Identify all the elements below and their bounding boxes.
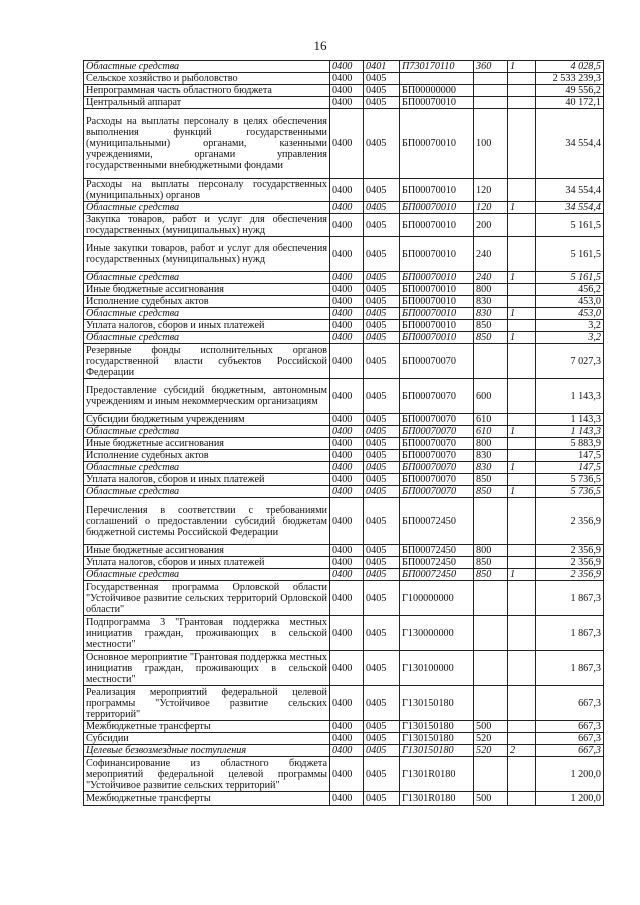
section-code: 0400 (330, 214, 364, 237)
target-item-code (400, 73, 474, 85)
source-code (508, 616, 536, 651)
table-row (84, 320, 604, 332)
subsection-code: 0405 (364, 284, 400, 296)
row-name: Исполнение судебных актов (84, 450, 330, 462)
section-code: 0400 (330, 284, 364, 296)
target-item-code: Г1301R0180 (400, 757, 474, 792)
subsection-code: 0405 (364, 414, 400, 426)
amount-value: 7 027,3 (536, 344, 604, 379)
row-name: Субсидии бюджетным учреждениям (84, 414, 330, 426)
source-code (508, 109, 536, 179)
row-name: Субсидии (84, 733, 330, 745)
row-name: Уплата налогов, сборов и иных платежей (84, 474, 330, 486)
subsection-code: 0405 (364, 721, 400, 733)
section-code: 0400 (330, 414, 364, 426)
target-item-code: БП00070010 (400, 332, 474, 344)
row-name: Закупка товаров, работ и услуг для обеспечения государственных (муниципальных) нужд (84, 214, 330, 237)
amount-value: 2 356,9 (536, 498, 604, 545)
target-item-code: БП00070070 (400, 426, 474, 438)
expense-type-code: 800 (474, 438, 508, 450)
target-item-code: Г1301R0180 (400, 792, 474, 806)
table-row (84, 462, 604, 474)
row-name: Уплата налогов, сборов и иных платежей (84, 557, 330, 569)
table-row (84, 745, 604, 757)
row-name: Областные средства (84, 308, 330, 320)
section-code: 0400 (330, 792, 364, 806)
source-code: 1 (508, 486, 536, 498)
source-code: 1 (508, 332, 536, 344)
section-code: 0400 (330, 545, 364, 557)
subsection-code: 0405 (364, 308, 400, 320)
expense-type-code: 850 (474, 474, 508, 486)
amount-value: 5 161,5 (536, 237, 604, 272)
target-item-code: БП00000000 (400, 85, 474, 97)
expense-type-code: 800 (474, 545, 508, 557)
section-code: 0400 (330, 498, 364, 545)
amount-value: 1 200,0 (536, 757, 604, 792)
section-code: 0400 (330, 73, 364, 85)
subsection-code: 0405 (364, 545, 400, 557)
expense-type-code: 830 (474, 462, 508, 474)
amount-value: 667,3 (536, 745, 604, 757)
subsection-code: 0405 (364, 616, 400, 651)
subsection-code: 0405 (364, 498, 400, 545)
expense-type-code (474, 616, 508, 651)
subsection-code: 0405 (364, 97, 400, 109)
source-code (508, 686, 536, 721)
amount-value: 5 161,5 (536, 214, 604, 237)
expense-type-code: 520 (474, 733, 508, 745)
amount-value: 5 883,9 (536, 438, 604, 450)
table-row (84, 486, 604, 498)
source-code: 1 (508, 426, 536, 438)
amount-value: 2 356,9 (536, 569, 604, 581)
table-row (84, 733, 604, 745)
expense-type-code: 100 (474, 109, 508, 179)
amount-value: 5 736,5 (536, 474, 604, 486)
amount-value: 49 556,2 (536, 85, 604, 97)
row-name: Реализация мероприятий федеральной целевой программы "Устойчивое развитие сельских территорий" (84, 686, 330, 721)
row-name: Подпрограмма 3 "Грантовая поддержка местных инициатив граждан, проживающих в сельской местности" (84, 616, 330, 651)
source-code: 1 (508, 202, 536, 214)
row-name: Областные средства (84, 61, 330, 73)
table-row (84, 450, 604, 462)
table-row (84, 616, 604, 651)
target-item-code: БП00070070 (400, 486, 474, 498)
source-code (508, 557, 536, 569)
expense-type-code: 850 (474, 569, 508, 581)
section-code: 0400 (330, 237, 364, 272)
source-code: 2 (508, 745, 536, 757)
section-code: 0400 (330, 61, 364, 73)
subsection-code: 0401 (364, 61, 400, 73)
amount-value: 1 143,3 (536, 414, 604, 426)
section-code: 0400 (330, 450, 364, 462)
expense-type-code (474, 581, 508, 616)
expense-type-code: 850 (474, 332, 508, 344)
table-row (84, 651, 604, 686)
expense-type-code: 830 (474, 308, 508, 320)
subsection-code: 0405 (364, 202, 400, 214)
subsection-code: 0405 (364, 792, 400, 806)
table-row (84, 792, 604, 806)
row-name: Межбюджетные трансферты (84, 721, 330, 733)
source-code: 1 (508, 462, 536, 474)
expense-type-code: 830 (474, 296, 508, 308)
amount-value: 667,3 (536, 733, 604, 745)
table-row (84, 179, 604, 202)
subsection-code: 0405 (364, 733, 400, 745)
amount-value: 453,0 (536, 308, 604, 320)
subsection-code: 0405 (364, 426, 400, 438)
subsection-code: 0405 (364, 379, 400, 414)
section-code: 0400 (330, 426, 364, 438)
subsection-code: 0405 (364, 557, 400, 569)
expense-type-code (474, 344, 508, 379)
subsection-code: 0405 (364, 686, 400, 721)
target-item-code: БП00070010 (400, 179, 474, 202)
source-code (508, 214, 536, 237)
source-code: 1 (508, 272, 536, 284)
target-item-code: БП00070070 (400, 438, 474, 450)
section-code: 0400 (330, 438, 364, 450)
expense-type-code: 240 (474, 272, 508, 284)
source-code (508, 581, 536, 616)
row-name: Межбюджетные трансферты (84, 792, 330, 806)
amount-value: 147,5 (536, 462, 604, 474)
amount-value: 2 356,9 (536, 545, 604, 557)
target-item-code: БП00070010 (400, 308, 474, 320)
expense-type-code: 600 (474, 379, 508, 414)
section-code: 0400 (330, 557, 364, 569)
amount-value: 1 867,3 (536, 616, 604, 651)
amount-value: 1 143,3 (536, 379, 604, 414)
target-item-code: БП00070010 (400, 320, 474, 332)
subsection-code: 0405 (364, 450, 400, 462)
row-name: Основное мероприятие "Грантовая поддержка местных инициатив граждан, проживающих в сельской местности" (84, 651, 330, 686)
table-row (84, 296, 604, 308)
target-item-code: БП00070010 (400, 296, 474, 308)
target-item-code: БП00072450 (400, 569, 474, 581)
source-code (508, 757, 536, 792)
expense-type-code: 500 (474, 792, 508, 806)
amount-value: 5 736,5 (536, 486, 604, 498)
row-name: Иные бюджетные ассигнования (84, 438, 330, 450)
table-row (84, 581, 604, 616)
section-code: 0400 (330, 581, 364, 616)
subsection-code: 0405 (364, 237, 400, 272)
table-row (84, 97, 604, 109)
row-name: Иные закупки товаров, работ и услуг для обеспечения государственных (муниципальных) нужд (84, 237, 330, 272)
table-row (84, 73, 604, 85)
subsection-code: 0405 (364, 73, 400, 85)
source-code (508, 414, 536, 426)
subsection-code: 0405 (364, 569, 400, 581)
section-code: 0400 (330, 379, 364, 414)
source-code: 1 (508, 61, 536, 73)
expense-type-code: 520 (474, 745, 508, 757)
target-item-code: БП00072450 (400, 498, 474, 545)
table-row (84, 498, 604, 545)
budget-table (83, 60, 604, 806)
amount-value: 1 200,0 (536, 792, 604, 806)
subsection-code: 0405 (364, 109, 400, 179)
section-code: 0400 (330, 202, 364, 214)
source-code (508, 179, 536, 202)
row-name: Иные бюджетные ассигнования (84, 545, 330, 557)
target-item-code: Г130150180 (400, 721, 474, 733)
target-item-code: Г130000000 (400, 616, 474, 651)
section-code: 0400 (330, 474, 364, 486)
source-code (508, 97, 536, 109)
expense-type-code (474, 686, 508, 721)
table-row (84, 237, 604, 272)
source-code (508, 320, 536, 332)
amount-value: 667,3 (536, 686, 604, 721)
section-code: 0400 (330, 344, 364, 379)
row-name: Предоставление субсидий бюджетным, автономным учреждениям и иным некоммерческим организациям (84, 379, 330, 414)
amount-value: 2 533 239,3 (536, 73, 604, 85)
section-code: 0400 (330, 296, 364, 308)
source-code: 1 (508, 569, 536, 581)
expense-type-code (474, 757, 508, 792)
target-item-code: БП00070010 (400, 109, 474, 179)
row-name: Расходы на выплаты персоналу государственных (муниципальных) органов (84, 179, 330, 202)
target-item-code: Г130150180 (400, 733, 474, 745)
amount-value: 34 554,4 (536, 109, 604, 179)
amount-value: 34 554,4 (536, 202, 604, 214)
target-item-code: БП00070010 (400, 214, 474, 237)
source-code (508, 73, 536, 85)
table-row (84, 109, 604, 179)
amount-value: 40 172,1 (536, 97, 604, 109)
amount-value: 3,2 (536, 332, 604, 344)
expense-type-code: 800 (474, 284, 508, 296)
target-item-code: БП00070070 (400, 414, 474, 426)
source-code (508, 284, 536, 296)
target-item-code: П730170110 (400, 61, 474, 73)
row-name: Перечисления в соответствии с требованиями соглашений о предоставлении субсидий бюджетам бюджетной системы Российской Федерации (84, 498, 330, 545)
source-code (508, 344, 536, 379)
subsection-code: 0405 (364, 179, 400, 202)
expense-type-code: 850 (474, 320, 508, 332)
row-name: Областные средства (84, 426, 330, 438)
expense-type-code: 120 (474, 202, 508, 214)
subsection-code: 0405 (364, 581, 400, 616)
page-number: 16 (313, 38, 327, 53)
row-name: Уплата налогов, сборов и иных платежей (84, 320, 330, 332)
target-item-code: Г130100000 (400, 651, 474, 686)
source-code (508, 733, 536, 745)
table-row (84, 557, 604, 569)
source-code (508, 792, 536, 806)
amount-value: 5 161,5 (536, 272, 604, 284)
target-item-code: БП00070070 (400, 474, 474, 486)
target-item-code: БП00070010 (400, 202, 474, 214)
subsection-code: 0405 (364, 474, 400, 486)
table-row (84, 308, 604, 320)
subsection-code: 0405 (364, 296, 400, 308)
subsection-code: 0405 (364, 85, 400, 97)
section-code: 0400 (330, 486, 364, 498)
source-code (508, 651, 536, 686)
subsection-code: 0405 (364, 214, 400, 237)
subsection-code: 0405 (364, 332, 400, 344)
row-name: Целевые безвозмездные поступления (84, 745, 330, 757)
section-code: 0400 (330, 320, 364, 332)
expense-type-code: 240 (474, 237, 508, 272)
amount-value: 1 867,3 (536, 651, 604, 686)
amount-value: 453,0 (536, 296, 604, 308)
section-code: 0400 (330, 569, 364, 581)
table-row (84, 284, 604, 296)
table-row (84, 344, 604, 379)
subsection-code: 0405 (364, 462, 400, 474)
section-code: 0400 (330, 332, 364, 344)
target-item-code: БП00070070 (400, 379, 474, 414)
source-code (508, 296, 536, 308)
section-code: 0400 (330, 745, 364, 757)
section-code: 0400 (330, 272, 364, 284)
target-item-code: БП00070010 (400, 272, 474, 284)
target-item-code: БП00070010 (400, 284, 474, 296)
source-code (508, 474, 536, 486)
target-item-code: Г100000000 (400, 581, 474, 616)
source-code (508, 545, 536, 557)
row-name: Исполнение судебных актов (84, 296, 330, 308)
table-row (84, 332, 604, 344)
target-item-code: БП00070070 (400, 344, 474, 379)
row-name: Расходы на выплаты персоналу в целях обеспечения выполнения функций государственными (муниципальными) органами, казенными учреждениями, органами управления государственными внебюджетными фондами (84, 109, 330, 179)
source-code (508, 721, 536, 733)
target-item-code: БП00070010 (400, 97, 474, 109)
table-row (84, 214, 604, 237)
source-code (508, 450, 536, 462)
expense-type-code (474, 651, 508, 686)
amount-value: 147,5 (536, 450, 604, 462)
subsection-code: 0405 (364, 320, 400, 332)
row-name: Областные средства (84, 202, 330, 214)
section-code: 0400 (330, 85, 364, 97)
table-row (84, 569, 604, 581)
row-name: Областные средства (84, 462, 330, 474)
row-name: Резервные фонды исполнительных органов государственной власти субъектов Российской Федерации (84, 344, 330, 379)
row-name: Иные бюджетные ассигнования (84, 284, 330, 296)
row-name: Областные средства (84, 272, 330, 284)
expense-type-code (474, 498, 508, 545)
section-code: 0400 (330, 616, 364, 651)
target-item-code: БП00072450 (400, 557, 474, 569)
target-item-code: Г130150180 (400, 686, 474, 721)
row-name: Областные средства (84, 332, 330, 344)
table-row (84, 379, 604, 414)
source-code (508, 498, 536, 545)
expense-type-code (474, 73, 508, 85)
amount-value: 667,3 (536, 721, 604, 733)
table-row (84, 474, 604, 486)
subsection-code: 0405 (364, 651, 400, 686)
source-code (508, 438, 536, 450)
expense-type-code (474, 97, 508, 109)
row-name: Центральный аппарат (84, 97, 330, 109)
row-name: Областные средства (84, 569, 330, 581)
section-code: 0400 (330, 733, 364, 745)
section-code: 0400 (330, 97, 364, 109)
table-row (84, 721, 604, 733)
target-item-code: БП00072450 (400, 545, 474, 557)
table-row (84, 438, 604, 450)
amount-value: 1 143,3 (536, 426, 604, 438)
section-code: 0400 (330, 308, 364, 320)
row-name: Сельское хозяйство и рыболовство (84, 73, 330, 85)
expense-type-code: 610 (474, 426, 508, 438)
amount-value: 3,2 (536, 320, 604, 332)
expense-type-code: 610 (474, 414, 508, 426)
table-row (84, 545, 604, 557)
table-row (84, 426, 604, 438)
target-item-code: БП00070010 (400, 237, 474, 272)
subsection-code: 0405 (364, 757, 400, 792)
subsection-code: 0405 (364, 438, 400, 450)
row-name: Государственная программа Орловской области "Устойчивое развитие сельских территорий Орловской области" (84, 581, 330, 616)
expense-type-code: 200 (474, 214, 508, 237)
amount-value: 456,2 (536, 284, 604, 296)
table-row (84, 202, 604, 214)
subsection-code: 0405 (364, 745, 400, 757)
subsection-code: 0405 (364, 344, 400, 379)
section-code: 0400 (330, 109, 364, 179)
source-code: 1 (508, 308, 536, 320)
row-name: Непрограммная часть областного бюджета (84, 85, 330, 97)
expense-type-code: 830 (474, 450, 508, 462)
expense-type-code: 360 (474, 61, 508, 73)
expense-type-code: 500 (474, 721, 508, 733)
table-row (84, 686, 604, 721)
table-row (84, 414, 604, 426)
section-code: 0400 (330, 651, 364, 686)
section-code: 0400 (330, 179, 364, 202)
target-item-code: БП00070070 (400, 462, 474, 474)
row-name: Областные средства (84, 486, 330, 498)
section-code: 0400 (330, 462, 364, 474)
target-item-code: Г130150180 (400, 745, 474, 757)
table-row (84, 61, 604, 73)
amount-value: 34 554,4 (536, 179, 604, 202)
amount-value: 2 356,9 (536, 557, 604, 569)
expense-type-code: 850 (474, 486, 508, 498)
subsection-code: 0405 (364, 486, 400, 498)
expense-type-code: 850 (474, 557, 508, 569)
target-item-code: БП00070070 (400, 450, 474, 462)
source-code (508, 237, 536, 272)
section-code: 0400 (330, 721, 364, 733)
table-row (84, 757, 604, 792)
subsection-code: 0405 (364, 272, 400, 284)
table-row (84, 85, 604, 97)
amount-value: 4 028,5 (536, 61, 604, 73)
section-code: 0400 (330, 757, 364, 792)
table-row (84, 272, 604, 284)
source-code (508, 379, 536, 414)
expense-type-code: 120 (474, 179, 508, 202)
amount-value: 1 867,3 (536, 581, 604, 616)
source-code (508, 85, 536, 97)
expense-type-code (474, 85, 508, 97)
section-code: 0400 (330, 686, 364, 721)
row-name: Софинансирование из областного бюджета мероприятий федеральной целевой программы "Устойчивое развитие сельских территорий" (84, 757, 330, 792)
